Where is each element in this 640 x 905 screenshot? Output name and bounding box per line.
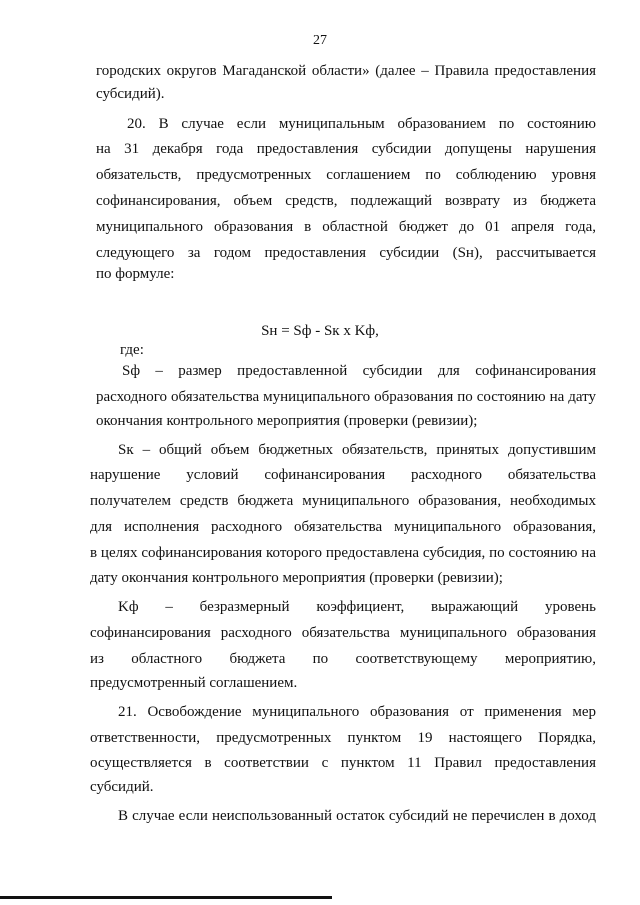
text-line: дату окончания контрольного мероприятия (проверки (ревизии); — [90, 570, 503, 586]
text-line: обязательств, предусмотренных соглашением по соблюдению уровня — [96, 167, 596, 183]
text-line: расходного обязательства муниципального образования по состоянию на дату — [96, 389, 596, 405]
text-line: по формуле: — [96, 266, 175, 282]
text-line: следующего за годом предоставления субсидии (Sн), рассчитывается — [96, 245, 596, 261]
text-line: субсидий). — [96, 86, 165, 102]
page-number: 27 — [313, 33, 327, 48]
text-line: из областного бюджета по соответствующему мероприятию, — [90, 651, 596, 667]
text-line: окончания контрольного мероприятия (проверки (ревизии); — [96, 413, 478, 429]
bottom-rule — [0, 896, 332, 899]
text-line: софинансирования, объем средств, подлежащий возврату из бюджета — [96, 193, 596, 209]
paragraph-20-start: 20. В случае если муниципальным образованием по состоянию — [127, 116, 596, 132]
where-label: где: — [120, 342, 144, 358]
text-line: предусмотренный соглашением. — [90, 675, 298, 691]
text-line: муниципального образования в областной бюджет до 01 апреля года, — [96, 219, 596, 235]
text-line: ответственности, предусмотренных пунктом 19 настоящего Порядка, — [90, 730, 596, 746]
text-line: получателем средств бюджета муниципального образования, необходимых — [90, 493, 596, 509]
text-line: городских округов Магаданской области» (далее – Правила предоставления — [96, 63, 596, 79]
text-line: софинансирования расходного обязательства муниципального образования — [90, 625, 596, 641]
text-line: в целях софинансирования которого предоставлена субсидия, по состоянию на — [90, 545, 596, 561]
definition-sk: Sк – общий объем бюджетных обязательств, принятых допустившим — [118, 442, 596, 458]
formula: Sн = Sф - Sк x Kф, — [261, 323, 379, 339]
paragraph-21-start: 21. Освобождение муниципального образования от применения мер — [118, 704, 596, 720]
text-line: нарушение условий софинансирования расходного обязательства — [90, 467, 596, 483]
definition-kf: Kф – безразмерный коэффициент, выражающий уровень — [118, 599, 596, 615]
text-line: осуществляется в соответствии с пунктом 11 Правил предоставления — [90, 755, 596, 771]
text-line: В случае если неиспользованный остаток субсидий не перечислен в доход — [118, 808, 596, 824]
definition-sf: Sф – размер предоставленной субсидии для софинансирования — [122, 363, 596, 379]
text-line: для исполнения расходного обязательства муниципального образования, — [90, 519, 596, 535]
text-line: субсидий. — [90, 779, 154, 795]
text-line: на 31 декабря года предоставления субсидии допущены нарушения — [96, 141, 596, 157]
